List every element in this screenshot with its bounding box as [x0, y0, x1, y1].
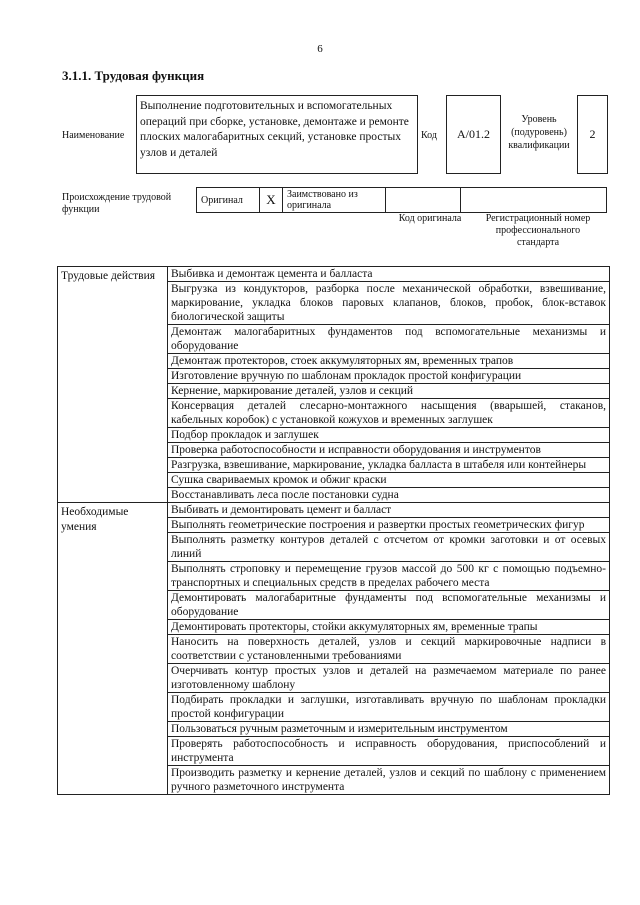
borrowed-cell: Заимствовано из оригинала [282, 187, 386, 213]
code-label: Код [421, 130, 437, 141]
labor-action-item: Выбивка и демонтаж цемента и балласта [168, 267, 610, 282]
skill-item: Демонтировать малогабаритные фундаменты под вспомогательные механизмы и оборудование [168, 591, 610, 620]
labor-action-category: Трудовые действия [58, 267, 168, 503]
skill-item: Выбивать и демонтировать цемент и балласт [168, 503, 610, 518]
origin-label: Происхождение трудовой функции [62, 192, 172, 215]
labor-action-item: Демонтаж малогабаритных фундаментов под вспомогательные механизмы и оборудование [168, 325, 610, 354]
skill-category: Необходимые умения [58, 503, 168, 795]
page-number: 6 [317, 43, 323, 55]
reg-number-label: Регистрационный номер профессионального стандарта [485, 213, 591, 248]
labor-action-item: Проверка работоспособности и исправности оборудования и инструментов [168, 443, 610, 458]
skill-item: Выполнять строповку и перемещение грузов массой до 500 кг с помощью подъемно-транспортных и специальных средств в пределах рабочего места [168, 562, 610, 591]
labor-action-item: Сушка свариваемых кромок и обжиг краски [168, 473, 610, 488]
qualification-level: 2 [577, 95, 608, 174]
skill-row [58, 503, 610, 518]
function-name: Выполнение подготовительных и вспомогательных операций при сборке, установке, демонтаже и ремонте плоских малогабаритных секций, установке простых узлов и деталей [136, 95, 418, 174]
skill-item: Пользоваться ручным разметочным и измерительным инструментом [168, 722, 610, 737]
labor-action-item: Выгрузка из кондукторов, разборка после механической обработки, взвешивание, маркирование, укладка блоков паровых клапанов, блоков, пробок, блок-вставок биологической защиты [168, 282, 610, 325]
labor-action-item: Восстанавливать леса после постановки судна [168, 488, 610, 503]
original-mark: X [259, 187, 283, 213]
original-cell: Оригинал [196, 187, 260, 213]
code-original-cell [385, 187, 461, 213]
labor-action-row [58, 267, 610, 282]
labor-action-item: Демонтаж протекторов, стоек аккумуляторных ям, временных трапов [168, 354, 610, 369]
function-code: A/01.2 [446, 95, 501, 174]
labor-action-item: Изготовление вручную по шаблонам прокладок простой конфигурации [168, 369, 610, 384]
origin-row [196, 187, 607, 213]
skill-item: Выполнять геометрические построения и развертки простых геометрических фигур [168, 518, 610, 533]
skill-item: Очерчивать контур простых узлов и деталей на размечаемом материале по ранее изготовленному шаблону [168, 664, 610, 693]
labor-action-item: Консервация деталей слесарно-монтажного насыщения (вварышей, стаканов, кабельных коробок) с установкой кожухов и временных заглушек [168, 399, 610, 428]
skill-item: Производить разметку и кернение деталей, узлов и секций по шаблону с применением ручного разметочного инструмента [168, 766, 610, 795]
reg-number-cell [460, 187, 607, 213]
section-title: 3.1.1. Трудовая функция [62, 68, 205, 83]
qualification-level-label: Уровень (подуровень) квалификации [508, 114, 570, 151]
labor-action-item: Кернение, маркирование деталей, узлов и секций [168, 384, 610, 399]
skill-item: Подбирать прокладки и заглушки, изготавливать вручную по шаблонам прокладки простой конфигурации [168, 693, 610, 722]
function-table [57, 266, 610, 795]
skill-item: Наносить на поверхность деталей, узлов и секций маркировочные надписи в соответствии с установленными требованиями [168, 635, 610, 664]
skill-item: Демонтировать протекторы, стойки аккумуляторных ям, временные трапы [168, 620, 610, 635]
labor-action-item: Подбор прокладок и заглушек [168, 428, 610, 443]
code-original-label: Код оригинала [398, 213, 462, 224]
labor-action-item: Разгрузка, взвешивание, маркирование, укладка балласта в штабеля или контейнеры [168, 458, 610, 473]
name-label: Наименование [62, 130, 125, 141]
skill-item: Выполнять разметку контуров деталей с отсчетом от кромки заготовки и от осевых линий [168, 533, 610, 562]
skill-item: Проверять работоспособность и исправность оборудования, приспособлений и инструмента [168, 737, 610, 766]
